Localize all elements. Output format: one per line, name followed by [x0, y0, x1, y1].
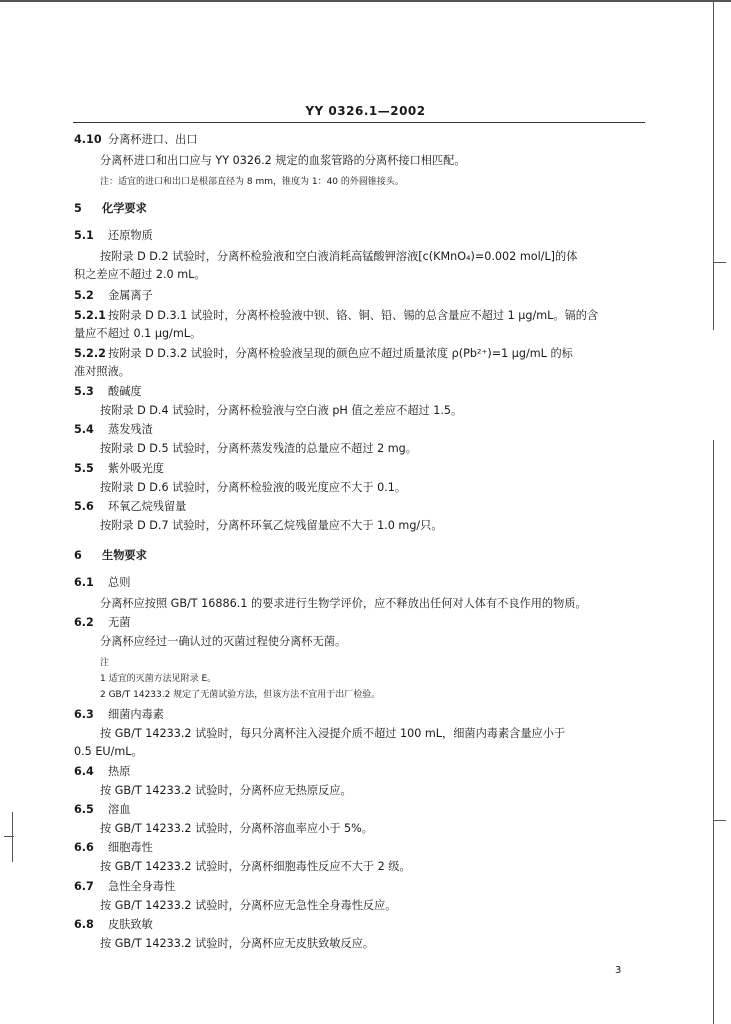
clause-5-2-heading [74, 289, 654, 303]
clause-5-6-body: 按附录 D D.7 试验时，分离杯环氧乙烷残留量应不大于 1.0 mg/只。 [100, 519, 443, 532]
scan-right-tick-1 [714, 262, 726, 263]
clause-title: 皮肤致敏 [108, 918, 153, 931]
clause-6-2-body: 分离杯应经过一确认过的灭菌过程使分离杯无菌。 [100, 635, 347, 648]
clause-title: 急性全身毒性 [108, 880, 176, 893]
clause-number: 5.2.2 [74, 347, 106, 360]
section-number: 5 [74, 202, 82, 215]
clause-6-5-heading [74, 803, 654, 817]
clause-6-3-line-1: 按 GB/T 14233.2 试验时，每只分离杯注入浸提介质不超过 100 mL，细菌内毒素含量应小于 [100, 727, 566, 740]
clause-5-1-line-1: 按附录 D D.2 试验时，分离杯检验液和空白液消耗高锰酸钾溶液[c(KMnO₄)=0.002 mol/L]的体 [100, 250, 578, 263]
clause-title: 细胞毒性 [108, 841, 153, 854]
clause-6-1-heading [74, 576, 654, 590]
clause-number: 6.5 [74, 803, 94, 816]
clause-title: 细菌内毒素 [108, 708, 164, 721]
clause-title: 酸碱度 [108, 385, 142, 398]
section-title: 生物要求 [102, 549, 147, 562]
clause-title: 无菌 [108, 616, 131, 629]
clause-6-5-body: 按 GB/T 14233.2 试验时，分离杯溶血率应小于 5%。 [100, 822, 373, 835]
clause-6-2-heading [74, 616, 654, 630]
clause-number: 5.1 [74, 229, 94, 242]
clause-5-3-heading [74, 385, 654, 399]
clause-number: 4.10 [74, 133, 102, 146]
clause-title: 环氧乙烷残留量 [108, 500, 187, 513]
clause-number: 5.5 [74, 462, 94, 475]
clause-5-5-body: 按附录 D D.6 试验时，分离杯检验液的吸光度应不大于 0.1。 [100, 481, 407, 494]
section-title: 化学要求 [102, 202, 147, 215]
clause-5-2-2-line-1 [74, 347, 654, 361]
scan-right-edge-line [713, 440, 714, 1024]
clause-title: 热原 [108, 765, 131, 778]
clause-number: 6.4 [74, 765, 94, 778]
clause-6-1-body: 分离杯应按照 GB/T 16886.1 的要求进行生物学评价，应不释放出任何对人体有不良作用的物质。 [100, 597, 587, 610]
clause-5-4-heading [74, 423, 654, 437]
clause-title: 金属离子 [108, 289, 153, 302]
page-number: 3 [615, 965, 622, 976]
clause-number: 6.3 [74, 708, 94, 721]
clause-5-6-heading [74, 500, 654, 514]
clause-5-5-heading [74, 462, 654, 476]
section-5-heading [74, 202, 654, 216]
clause-6-2-note-1: 1 适宜的灭菌方法见附录 E。 [100, 674, 217, 684]
clause-5-2-1-line-2: 量应不超过 0.1 μg/mL。 [74, 327, 202, 340]
section-6-heading [74, 549, 654, 563]
clause-6-7-heading [74, 880, 654, 894]
clause-number: 6.7 [74, 880, 94, 893]
clause-5-2-1-line-1 [74, 309, 654, 323]
clause-number: 5.3 [74, 385, 94, 398]
clause-6-2-note-2: 2 GB/T 14233.2 规定了无菌试验方法，但该方法不宜用于出厂检验。 [100, 690, 381, 700]
clause-6-4-body: 按 GB/T 14233.2 试验时，分离杯应无热原反应。 [100, 784, 352, 797]
clause-6-2-note-label: 注 [100, 658, 110, 668]
clause-number: 5.2.1 [74, 309, 106, 322]
clause-number: 6.8 [74, 918, 94, 931]
clause-title: 紫外吸光度 [108, 462, 164, 475]
clause-4-10-heading [74, 133, 654, 147]
section-number: 6 [74, 549, 82, 562]
clause-6-6-heading [74, 841, 654, 855]
clause-6-8-body: 按 GB/T 14233.2 试验时，分离杯应无皮肤致敏反应。 [100, 937, 375, 950]
clause-5-4-body: 按附录 D D.5 试验时，分离杯蒸发残渣的总量应不超过 2 mg。 [100, 442, 417, 455]
clause-5-1-line-2: 积之差应不超过 2.0 mL。 [74, 268, 206, 281]
clause-number: 5.6 [74, 500, 94, 513]
clause-4-10-body: 分离杯进口和出口应与 YY 0326.2 规定的血浆管路的分离杯接口相匹配。 [100, 154, 466, 167]
scan-top-edge [0, 0, 731, 2]
clause-title: 分离杯进口、出口 [108, 133, 198, 146]
clause-6-7-body: 按 GB/T 14233.2 试验时，分离杯应无急性全身毒性反应。 [100, 899, 397, 912]
scan-right-edge-mark [713, 0, 714, 330]
clause-5-3-body: 按附录 D D.4 试验时，分离杯检验液与空白液 pH 值之差应不超过 1.5。 [100, 404, 463, 417]
clause-number: 5.2 [74, 289, 94, 302]
header-rule [73, 122, 645, 123]
clause-5-2-2-line-2: 准对照液。 [74, 365, 130, 378]
clause-5-1-heading [74, 229, 654, 243]
clause-text: 按附录 D D.3.2 试验时，分离杯检验液呈现的颜色应不超过质量浓度 ρ(Pb²⁺)=1 μg/mL 的标 [108, 347, 573, 360]
clause-6-4-heading [74, 765, 654, 779]
clause-title: 还原物质 [108, 229, 153, 242]
clause-title: 溶血 [108, 803, 131, 816]
scan-right-tick-2 [714, 820, 726, 821]
standard-header: YY 0326.1—2002 [305, 104, 426, 118]
clause-number: 6.6 [74, 841, 94, 854]
clause-number: 6.1 [74, 576, 94, 589]
clause-title: 总则 [108, 576, 131, 589]
clause-6-3-line-2: 0.5 EU/mL。 [74, 745, 143, 758]
clause-text: 按附录 D D.3.1 试验时，分离杯检验液中钡、铬、铜、铅、锡的总含量应不超过 1 μg/mL。镉的含 [108, 309, 599, 322]
clause-number: 5.4 [74, 423, 94, 436]
clause-title: 蒸发残渣 [108, 423, 153, 436]
scan-left-edge-mark [12, 812, 13, 862]
clause-6-8-heading [74, 918, 654, 932]
clause-6-3-heading [74, 708, 654, 722]
clause-4-10-note: 注：适宜的进口和出口是根部直径为 8 mm，锥度为 1：40 的外圆锥接头。 [100, 177, 404, 187]
clause-number: 6.2 [74, 616, 94, 629]
clause-6-6-body: 按 GB/T 14233.2 试验时，分离杯细胞毒性反应不大于 2 级。 [100, 860, 411, 873]
scan-left-tick [4, 836, 14, 837]
